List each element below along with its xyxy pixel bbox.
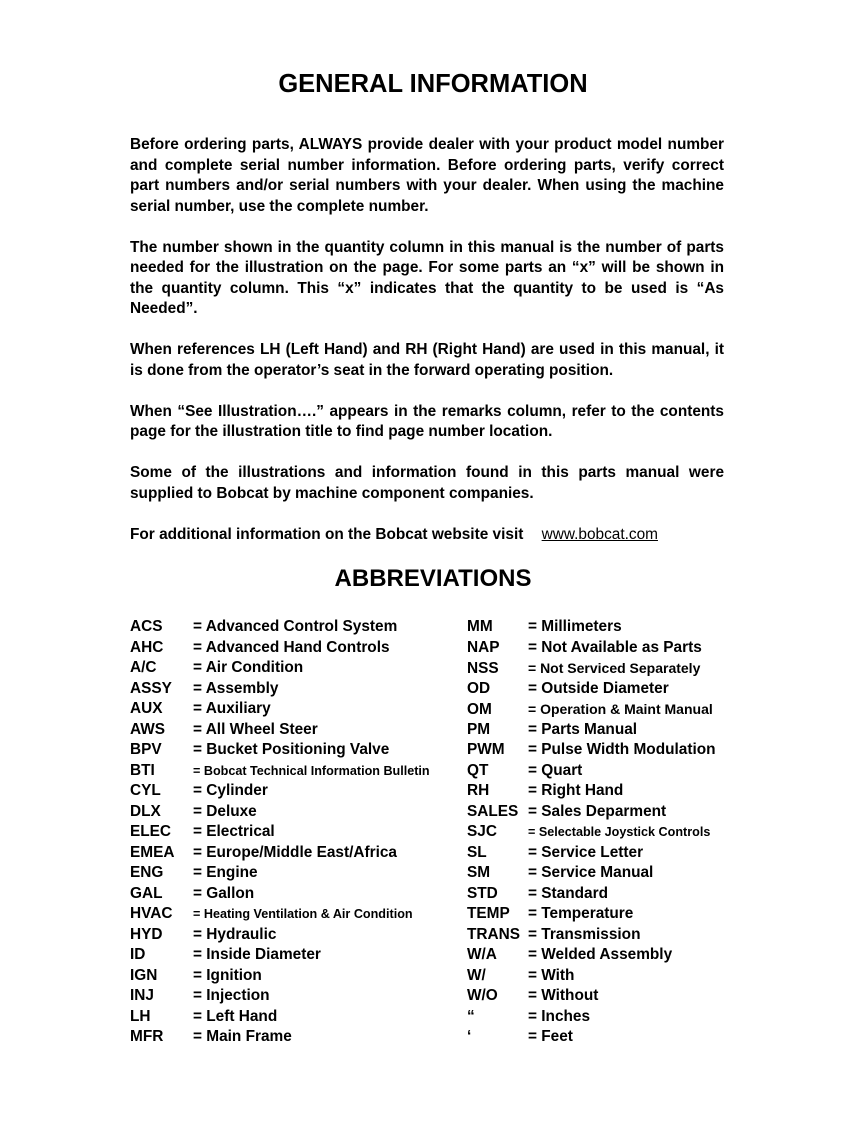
abbreviation-code: HYD: [130, 925, 163, 943]
abbreviation-row: [130, 925, 460, 946]
abbreviation-code: HVAC: [130, 905, 173, 922]
abbreviation-row: [467, 945, 737, 966]
abbreviation-definition: = Inside Diameter: [193, 946, 321, 963]
abbreviation-definition: = Gallon: [193, 884, 255, 902]
abbreviation-row: [130, 1027, 460, 1048]
abbreviation-definition: = Engine: [193, 864, 258, 881]
abbreviation-code: OM: [467, 701, 492, 718]
abbreviation-row: [467, 638, 737, 659]
abbreviation-row: [130, 781, 460, 802]
abbreviation-row: [130, 761, 460, 782]
abbreviation-row: [130, 617, 460, 638]
abbreviation-row: [130, 638, 460, 659]
website-text: For additional information on the Bobcat website visit: [130, 525, 524, 543]
abbreviation-row: [130, 863, 460, 884]
paragraph-lh-rh: When references LH (Left Hand) and RH (Right Hand) are used in this manual, it is done from the operator’s seat in the forward operating position.: [130, 341, 724, 379]
abbreviation-code: SJC: [467, 823, 497, 840]
abbreviation-row: [130, 966, 460, 987]
abbreviation-code: EMEA: [130, 843, 175, 861]
abbreviation-definition: = Service Manual: [528, 864, 654, 881]
abbreviation-row: [467, 781, 737, 802]
abbreviation-code: MFR: [130, 1028, 164, 1045]
abbreviation-definition: = Auxiliary: [193, 700, 271, 717]
abbreviation-definition: = Feet: [528, 1028, 573, 1045]
abbreviation-row: [130, 822, 460, 843]
abbreviation-row: [467, 966, 737, 987]
abbreviation-row: [130, 802, 460, 823]
abbreviation-code: SALES: [467, 802, 519, 820]
abbreviation-definition: = Assembly: [193, 679, 279, 697]
abbreviation-definition: = Millimeters: [528, 618, 622, 635]
abbreviation-row: [467, 720, 737, 741]
abbreviations-left-column: [130, 617, 460, 1048]
website-line: [130, 525, 724, 546]
abbreviation-definition: = Parts Manual: [528, 720, 638, 738]
abbreviation-code: A/C: [130, 659, 157, 676]
abbreviation-code: ‘: [467, 1028, 472, 1045]
abbreviation-definition: = Electrical: [193, 823, 275, 840]
abbreviation-code: TRANS: [467, 925, 521, 943]
abbreviation-definition: = Standard: [528, 884, 608, 902]
abbreviation-definition: = Not Serviced Separately: [528, 660, 701, 676]
abbreviation-definition: = All Wheel Steer: [193, 720, 318, 738]
abbreviation-definition: = Air Condition: [193, 659, 304, 676]
abbreviation-definition: = Injection: [193, 987, 270, 1004]
abbreviation-row: [130, 740, 460, 761]
abbreviation-code: LH: [130, 1007, 151, 1025]
paragraph-see-illustration: When “See Illustration….” appears in the remarks column, refer to the contents page for the illustration title to find page number location.: [130, 402, 724, 441]
abbreviation-definition: = Welded Assembly: [528, 946, 673, 963]
abbreviation-code: BTI: [130, 761, 155, 779]
abbreviations-right-column: [467, 617, 737, 1048]
abbreviation-row: [467, 925, 737, 946]
abbreviation-code: PWM: [467, 741, 505, 758]
abbreviation-definition: = Transmission: [528, 925, 641, 943]
abbreviation-definition: = Ignition: [193, 966, 262, 984]
abbreviation-definition: = Right Hand: [528, 782, 624, 799]
abbreviation-code: ACS: [130, 618, 163, 635]
abbreviation-code: PM: [467, 720, 491, 738]
paragraph-ordering-parts: Before ordering parts, ALWAYS provide dealer with your product model number and complete serial number information. Before ordering parts, verify correct part numbers and/or serial numbers with your dealer. When using the machine serial number, use the complete number.: [130, 136, 724, 215]
abbreviation-row: [467, 617, 737, 638]
abbreviation-code: ID: [130, 946, 146, 963]
abbreviation-definition: = Without: [528, 987, 599, 1004]
abbreviation-row: [467, 658, 737, 679]
abbreviation-definition: = Bobcat Technical Information Bulletin: [193, 763, 430, 778]
abbreviation-code: MM: [467, 618, 493, 635]
abbreviation-row: [467, 843, 737, 864]
abbreviation-code: TEMP: [467, 905, 510, 922]
general-information-section: [130, 135, 724, 545]
page-title: GENERAL INFORMATION: [278, 70, 588, 98]
abbreviation-definition: = Cylinder: [193, 782, 268, 799]
abbreviation-code: STD: [467, 884, 498, 902]
abbreviation-definition: = Operation & Maint Manual: [528, 701, 713, 717]
abbreviation-row: [130, 720, 460, 741]
abbreviation-code: SL: [467, 843, 487, 861]
abbreviation-code: QT: [467, 761, 489, 779]
abbreviation-code: OD: [467, 679, 491, 697]
abbreviation-definition: = Sales Deparment: [528, 802, 667, 820]
abbreviation-row: [130, 945, 460, 966]
abbreviation-code: “: [467, 1007, 475, 1025]
abbreviation-row: [130, 884, 460, 905]
abbreviation-definition: = Advanced Control System: [193, 618, 398, 635]
abbreviation-definition: = Bucket Positioning Valve: [193, 741, 390, 758]
abbreviation-code: W/O: [467, 987, 498, 1004]
abbreviation-code: AHC: [130, 638, 164, 656]
abbreviation-code: AUX: [130, 700, 163, 717]
abbreviation-definition: = Service Letter: [528, 843, 644, 861]
abbreviation-row: [467, 740, 737, 761]
abbreviation-row: [130, 679, 460, 700]
abbreviation-code: CYL: [130, 782, 161, 799]
abbreviation-code: BPV: [130, 741, 162, 758]
abbreviation-definition: = Advanced Hand Controls: [193, 638, 390, 656]
abbreviation-code: ASSY: [130, 679, 172, 697]
abbreviation-row: [467, 884, 737, 905]
abbreviation-row: [467, 679, 737, 700]
paragraph-quantity-column: The number shown in the quantity column in this manual is the number of parts needed for the illustration on the page. For some parts an “x” will be shown in the quantity column. This “x” indicates that the quantity to be used is “As Needed”.: [130, 238, 724, 318]
abbreviation-definition: = With: [528, 966, 575, 984]
abbreviation-row: [130, 658, 460, 679]
abbreviation-definition: = Not Available as Parts: [528, 638, 702, 656]
abbreviation-code: IGN: [130, 966, 158, 984]
abbreviation-row: [130, 1007, 460, 1028]
abbreviation-code: GAL: [130, 884, 163, 902]
abbreviation-code: ENG: [130, 864, 164, 881]
abbreviation-code: W/A: [467, 946, 497, 963]
abbreviation-definition: = Quart: [528, 761, 583, 779]
abbreviation-definition: = Left Hand: [193, 1007, 278, 1025]
abbreviation-definition: = Pulse Width Modulation: [528, 741, 716, 758]
abbreviation-definition: = Inches: [528, 1007, 591, 1025]
paragraph-component-companies: Some of the illustrations and information found in this parts manual were supplied to Bobcat by machine component companies.: [130, 464, 724, 502]
abbreviations-title: ABBREVIATIONS: [334, 565, 532, 592]
abbreviation-code: NSS: [467, 660, 499, 677]
abbreviation-code: RH: [467, 782, 490, 799]
abbreviation-row: [467, 863, 737, 884]
abbreviation-row: [130, 843, 460, 864]
abbreviation-definition: = Hydraulic: [193, 925, 277, 943]
abbreviation-definition: = Heating Ventilation & Air Condition: [193, 907, 413, 921]
abbreviation-row: [467, 802, 737, 823]
abbreviation-code: SM: [467, 864, 491, 881]
abbreviation-definition: = Deluxe: [193, 802, 257, 820]
abbreviation-row: [467, 1007, 737, 1028]
abbreviation-row: [467, 699, 737, 720]
abbreviation-definition: = Temperature: [528, 905, 634, 922]
abbreviation-code: W/: [467, 966, 486, 984]
abbreviation-definition: = Main Frame: [193, 1028, 292, 1045]
abbreviation-code: INJ: [130, 987, 154, 1004]
abbreviation-definition: = Selectable Joystick Controls: [528, 825, 711, 839]
abbreviation-code: NAP: [467, 638, 500, 656]
abbreviation-definition: = Europe/Middle East/Africa: [193, 843, 397, 861]
abbreviation-row: [467, 904, 737, 925]
abbreviation-code: ELEC: [130, 823, 172, 840]
abbreviation-code: AWS: [130, 720, 166, 738]
abbreviation-row: [467, 761, 737, 782]
abbreviation-row: [467, 986, 737, 1007]
abbreviation-code: DLX: [130, 802, 161, 820]
bobcat-website-link[interactable]: www.bobcat.com: [541, 525, 658, 543]
abbreviation-row: [130, 904, 460, 925]
abbreviation-row: [130, 699, 460, 720]
abbreviation-row: [467, 1027, 737, 1048]
abbreviation-definition: = Outside Diameter: [528, 679, 669, 697]
abbreviation-row: [467, 822, 737, 843]
abbreviation-row: [130, 986, 460, 1007]
